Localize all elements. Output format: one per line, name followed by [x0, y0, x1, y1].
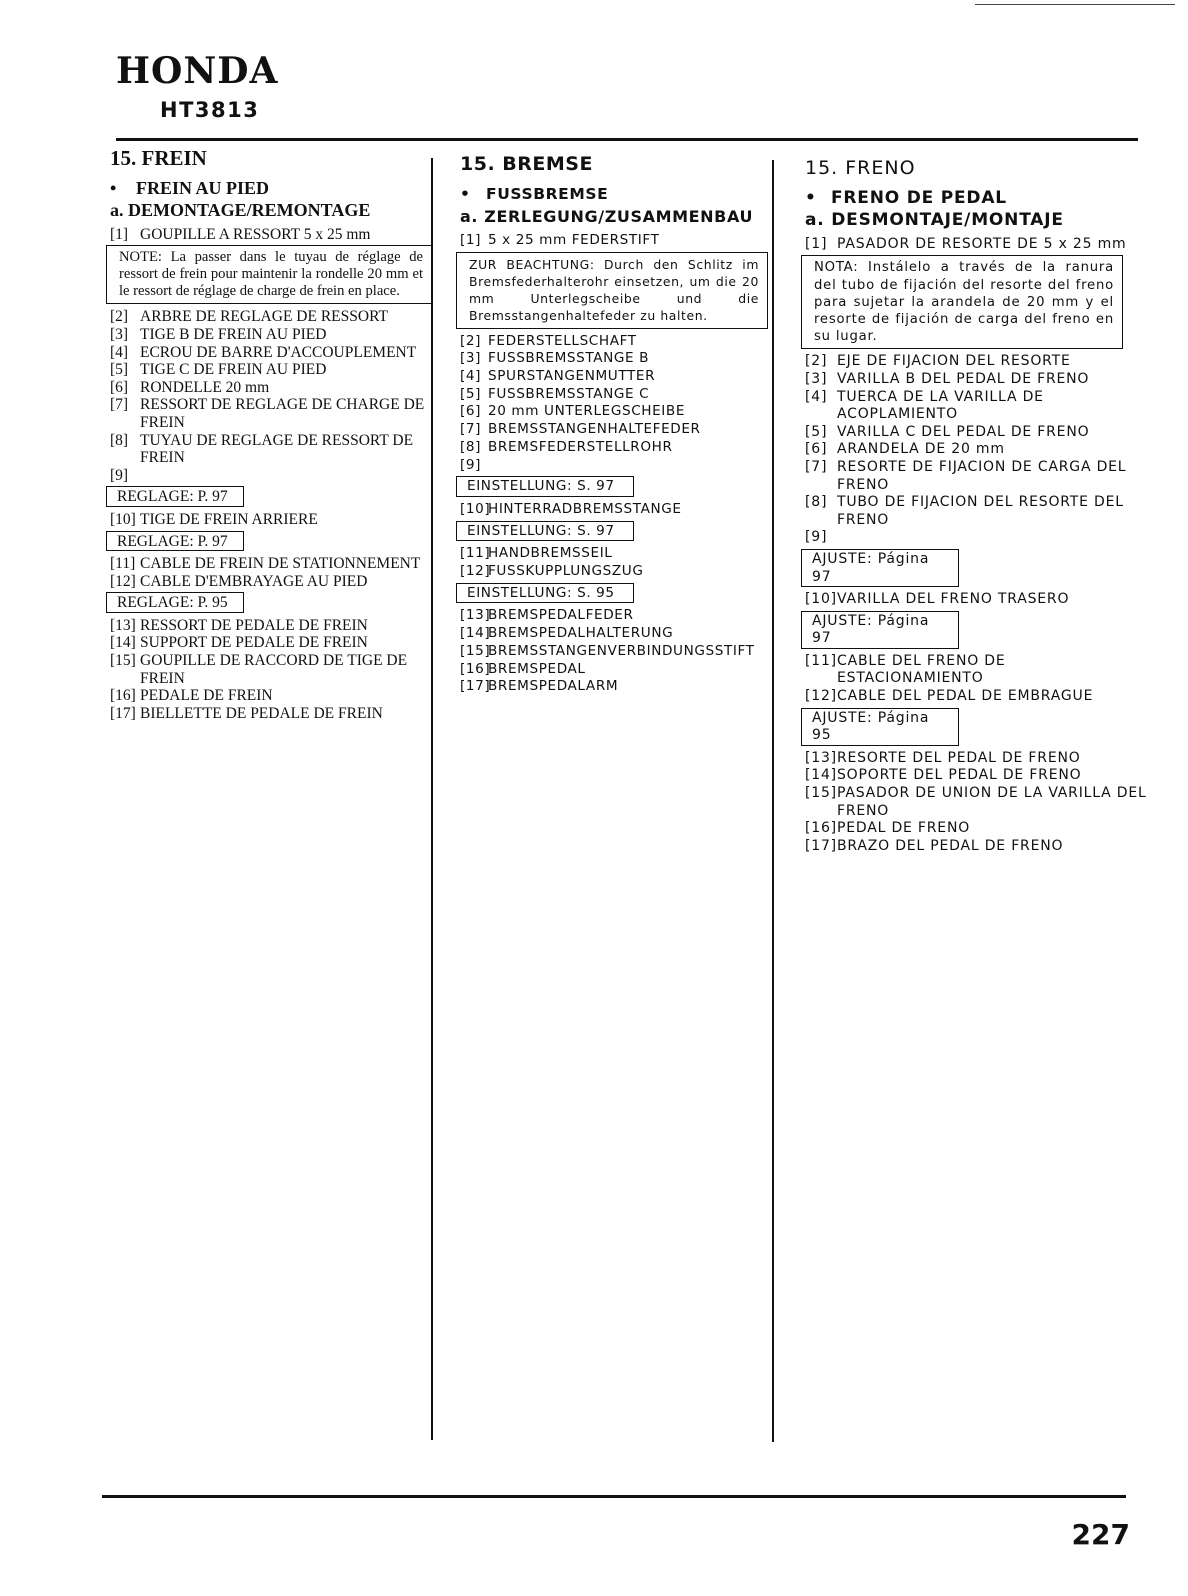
list-item: [460, 457, 790, 475]
section-title: 15. FREIN: [110, 146, 207, 170]
item-text: 5 x 25 mm FEDERSTIFT: [488, 232, 660, 249]
reference-line: [460, 581, 790, 608]
list-item: [110, 511, 446, 529]
item-number: [9]: [460, 456, 482, 473]
item-number: [12]: [110, 572, 136, 590]
item-number: [14]: [805, 767, 837, 784]
list-item: [805, 424, 1150, 442]
reference-box: REGLAGE: P. 95: [106, 592, 244, 613]
item-text: [837, 529, 1150, 547]
item-text: TUYAU DE REGLAGE DE RESSORT DE FREIN: [140, 431, 414, 467]
list-item: [805, 750, 1150, 768]
item-number: [10]: [460, 500, 491, 517]
item-text: [140, 467, 446, 485]
item-number: [9]: [110, 466, 129, 484]
list-item: [805, 767, 1150, 785]
brand-logo-text: HONDA: [116, 50, 279, 92]
section-title: 15. FRENO: [805, 157, 916, 179]
list-item: [805, 529, 1150, 547]
list-item: [805, 653, 1150, 688]
reference-box: REGLAGE: P. 97: [106, 486, 244, 507]
list-item: [460, 421, 790, 439]
item-text: SPURSTANGENMUTTER: [488, 368, 656, 385]
item-text: PEDAL DE FRENO: [837, 820, 971, 837]
item-text: BREMSSTANGENHALTEFEDER: [488, 421, 701, 438]
item-text: CABLE DEL PEDAL DE EMBRAGUE: [837, 688, 1094, 705]
list-item: [805, 494, 1150, 529]
list-item: [110, 652, 446, 687]
reference-box: EINSTELLUNG: S. 97: [456, 521, 634, 542]
list-item: [805, 785, 1150, 820]
item-text: FUSSBREMSSTANGE B: [488, 350, 650, 367]
reference-line: [805, 609, 1150, 653]
item-number: [7]: [805, 458, 828, 475]
list-item: [460, 625, 790, 643]
list-item: [460, 333, 790, 351]
bullet-icon: •: [460, 184, 471, 203]
list-item: [460, 643, 790, 661]
subsection-heading: [805, 187, 1150, 208]
column-spanish: [805, 157, 1150, 855]
item-number: [14]: [110, 634, 136, 652]
item-text: HINTERRADBREMSSTANGE: [488, 500, 682, 517]
subsection-heading: [110, 177, 446, 198]
procedure-heading: a. DESMONTAJE/MONTAJE: [805, 210, 1064, 231]
item-text: ARBRE DE REGLAGE DE RESSORT: [140, 308, 388, 326]
item-number: [2]: [805, 353, 828, 370]
item-number: [13]: [805, 749, 837, 766]
reference-box: AJUSTE: Página 97: [801, 549, 959, 587]
item-text: FUSSBREMSSTANGE C: [488, 385, 650, 402]
item-number: [6]: [110, 378, 129, 396]
list-item: [110, 379, 446, 397]
reference-line: [805, 547, 1150, 591]
list-item: [460, 350, 790, 368]
reference-box: REGLAGE: P. 97: [106, 531, 244, 552]
item-number: [6]: [805, 441, 828, 458]
item-number: [1]: [805, 235, 828, 252]
item-text: RESSORT DE PEDALE DE FREIN: [140, 616, 368, 634]
item-number: [8]: [805, 494, 828, 511]
item-text: BREMSPEDALFEDER: [488, 607, 634, 624]
item-text: PEDALE DE FREIN: [140, 687, 273, 705]
item-text: SOPORTE DEL PEDAL DE FRENO: [837, 767, 1082, 784]
list-item: [110, 705, 446, 723]
item-number: [17]: [805, 837, 837, 854]
item-number: [3]: [110, 325, 129, 343]
item-text: CABLE D'EMBRAYAGE AU PIED: [140, 572, 368, 590]
item-text: PASADOR DE UNION DE LA VARILLA DEL FRENO: [837, 785, 1147, 819]
footer-rule: [102, 1495, 1126, 1498]
item-number: [4]: [805, 388, 828, 405]
item-text: VARILLA C DEL PEDAL DE FRENO: [837, 423, 1090, 440]
reference-box: EINSTELLUNG: S. 97: [456, 476, 634, 497]
item-text: BREMSSTANGENVERBINDUNGSSTIFT: [488, 642, 755, 659]
column-french: [110, 146, 446, 722]
item-text: BRAZO DEL PEDAL DE FRENO: [837, 837, 1064, 854]
item-number: [16]: [110, 687, 136, 705]
item-text: BREMSPEDAL: [488, 660, 586, 677]
item-number: [2]: [460, 332, 482, 349]
item-number: [1]: [460, 232, 482, 249]
item-text: FUSSKUPPLUNGSZUG: [488, 563, 644, 580]
item-number: [13]: [460, 607, 491, 624]
item-text: VARILLA B DEL PEDAL DE FRENO: [837, 370, 1090, 387]
model-number: HT3813: [160, 98, 260, 122]
list-item: [805, 820, 1150, 838]
subsection-label: FRENO DE PEDAL: [831, 187, 1007, 208]
list-item: [460, 607, 790, 625]
list-item: [110, 467, 446, 485]
procedure-heading: a. ZERLEGUNG/ZUSAMMENBAU: [460, 207, 754, 227]
item-number: [9]: [805, 529, 828, 546]
list-item: [460, 545, 790, 563]
list-item: [460, 403, 790, 421]
page-number: 227: [1071, 1518, 1130, 1551]
subsection-label: FREIN AU PIED: [136, 177, 270, 198]
item-number: [5]: [110, 361, 129, 379]
item-number: [5]: [805, 423, 828, 440]
item-text: GOUPILLE DE RACCORD DE TIGE DE FREIN: [140, 652, 408, 687]
item-text: BREMSPEDALHALTERUNG: [488, 625, 674, 642]
list-item: [110, 634, 446, 652]
list-item: [460, 661, 790, 679]
list-item: [460, 439, 790, 457]
item-text: BREMSPEDALARM: [488, 678, 619, 695]
item-number: [12]: [460, 563, 491, 580]
item-text: VARILLA DEL FRENO TRASERO: [837, 591, 1070, 608]
item-number: [17]: [460, 678, 491, 695]
item-number: [15]: [110, 652, 136, 670]
item-number: [10]: [110, 510, 136, 528]
list-item: [110, 226, 446, 244]
item-text: FEDERSTELLSCHAFT: [488, 332, 637, 349]
item-number: [11]: [460, 545, 491, 562]
item-text: CABLE DEL FRENO DE ESTACIONAMIENTO: [837, 652, 1006, 687]
list-item: [110, 617, 446, 635]
item-number: [11]: [805, 652, 837, 669]
subsection-label: FUSSBREMSE: [486, 184, 609, 203]
item-number: [3]: [805, 370, 828, 387]
item-text: PASADOR DE RESORTE DE 5 x 25 mm: [837, 235, 1127, 252]
item-text: BIELLETTE DE PEDALE DE FREIN: [140, 704, 383, 722]
item-number: [5]: [460, 385, 482, 402]
list-item: [110, 344, 446, 362]
reference-line: [805, 706, 1150, 750]
item-text: TIGE DE FREIN ARRIERE: [140, 510, 318, 528]
reference-line: [460, 474, 790, 501]
item-text: TUBO DE FIJACION DEL RESORTE DEL FRENO: [837, 494, 1124, 528]
item-number: [15]: [805, 785, 837, 802]
item-number: [14]: [460, 625, 491, 642]
item-text: HANDBREMSSEIL: [488, 545, 613, 562]
item-number: [10]: [805, 591, 837, 608]
list-item: [805, 236, 1150, 254]
item-number: [16]: [805, 820, 837, 837]
top-rule: [975, 4, 1175, 5]
list-item: [805, 838, 1150, 856]
note-box: NOTA: Instálelo a través de la ranura del tubo de fijación del resorte del freno para sujetar la arandela de 20 mm y el resorte de fijación de carga del freno en su lugar.: [801, 255, 1123, 349]
list-item: [460, 501, 790, 519]
list-item: [110, 432, 446, 467]
item-number: [8]: [110, 431, 129, 449]
list-item: [805, 389, 1150, 424]
subsection-heading: [460, 186, 790, 204]
item-number: [17]: [110, 704, 136, 722]
section-title: 15. BREMSE: [460, 153, 593, 175]
item-text: [488, 457, 790, 475]
note-box: NOTE: La passer dans le tuyau de réglage de ressort de frein pour maintenir la rondelle 20 mm et le ressort de réglage de charge de frein en place.: [106, 245, 432, 304]
reference-box: EINSTELLUNG: S. 95: [456, 583, 634, 604]
header-rule: [116, 138, 1138, 141]
item-number: [6]: [460, 403, 482, 420]
item-text: BREMSFEDERSTELLROHR: [488, 438, 673, 455]
reference-line: [110, 590, 446, 617]
item-text: EJE DE FIJACION DEL RESORTE: [837, 353, 1071, 370]
item-number: [4]: [460, 368, 482, 385]
item-text: TIGE B DE FREIN AU PIED: [140, 325, 327, 343]
item-number: [16]: [460, 660, 491, 677]
item-number: [7]: [110, 396, 129, 414]
item-number: [12]: [805, 688, 837, 705]
list-item: [805, 459, 1150, 494]
list-item: [110, 361, 446, 379]
column-german: [460, 153, 790, 696]
item-text: SUPPORT DE PEDALE DE FREIN: [140, 634, 368, 652]
item-number: [15]: [460, 642, 491, 659]
procedure-heading: a. DEMONTAGE/REMONTAGE: [110, 200, 371, 221]
reference-line: [110, 529, 446, 556]
reference-box: AJUSTE: Página 97: [801, 611, 959, 649]
list-item: [460, 563, 790, 581]
reference-box: AJUSTE: Página 95: [801, 708, 959, 746]
item-number: [7]: [460, 421, 482, 438]
item-text: 20 mm UNTERLEGSCHEIBE: [488, 403, 686, 420]
list-item: [460, 368, 790, 386]
list-item: [805, 591, 1150, 609]
list-item: [110, 573, 446, 591]
list-item: [110, 396, 446, 431]
item-text: RONDELLE 20 mm: [140, 378, 270, 396]
item-number: [3]: [460, 350, 482, 367]
bullet-icon: •: [805, 187, 817, 208]
list-item: [110, 308, 446, 326]
item-text: RESORTE DE FIJACION DE CARGA DEL FRENO: [837, 458, 1127, 493]
reference-line: [460, 519, 790, 546]
list-item: [805, 441, 1150, 459]
list-item: [110, 687, 446, 705]
list-item: [110, 326, 446, 344]
item-text: CABLE DE FREIN DE STATIONNEMENT: [140, 555, 421, 573]
item-number: [13]: [110, 616, 136, 634]
reference-line: [110, 484, 446, 511]
item-number: [11]: [110, 555, 136, 573]
list-item: [805, 353, 1150, 371]
list-item: [460, 678, 790, 696]
item-number: [8]: [460, 438, 482, 455]
item-number: [2]: [110, 308, 129, 326]
item-text: RESORTE DEL PEDAL DE FRENO: [837, 749, 1081, 766]
item-text: RESSORT DE REGLAGE DE CHARGE DE FREIN: [140, 396, 425, 431]
list-item: [110, 555, 446, 573]
list-item: [460, 386, 790, 404]
item-number: [4]: [110, 343, 129, 361]
item-text: ECROU DE BARRE D'ACCOUPLEMENT: [140, 343, 417, 361]
item-text: ARANDELA DE 20 mm: [837, 441, 1005, 458]
bullet-icon: •: [110, 177, 117, 198]
item-text: GOUPILLE A RESSORT 5 x 25 mm: [140, 225, 371, 243]
note-box: ZUR BEACHTUNG: Durch den Schlitz im Bremsfederhalterohr einsetzen, um die 20 mm Unterlegscheibe und die Bremsstangenhaltefeder zu halten.: [456, 252, 768, 329]
item-text: TUERCA DE LA VARILLA DE ACOPLAMIENTO: [837, 388, 1044, 423]
list-item: [460, 232, 790, 250]
list-item: [805, 371, 1150, 389]
list-item: [805, 688, 1150, 706]
item-text: TIGE C DE FREIN AU PIED: [140, 361, 327, 379]
item-number: [1]: [110, 225, 129, 243]
